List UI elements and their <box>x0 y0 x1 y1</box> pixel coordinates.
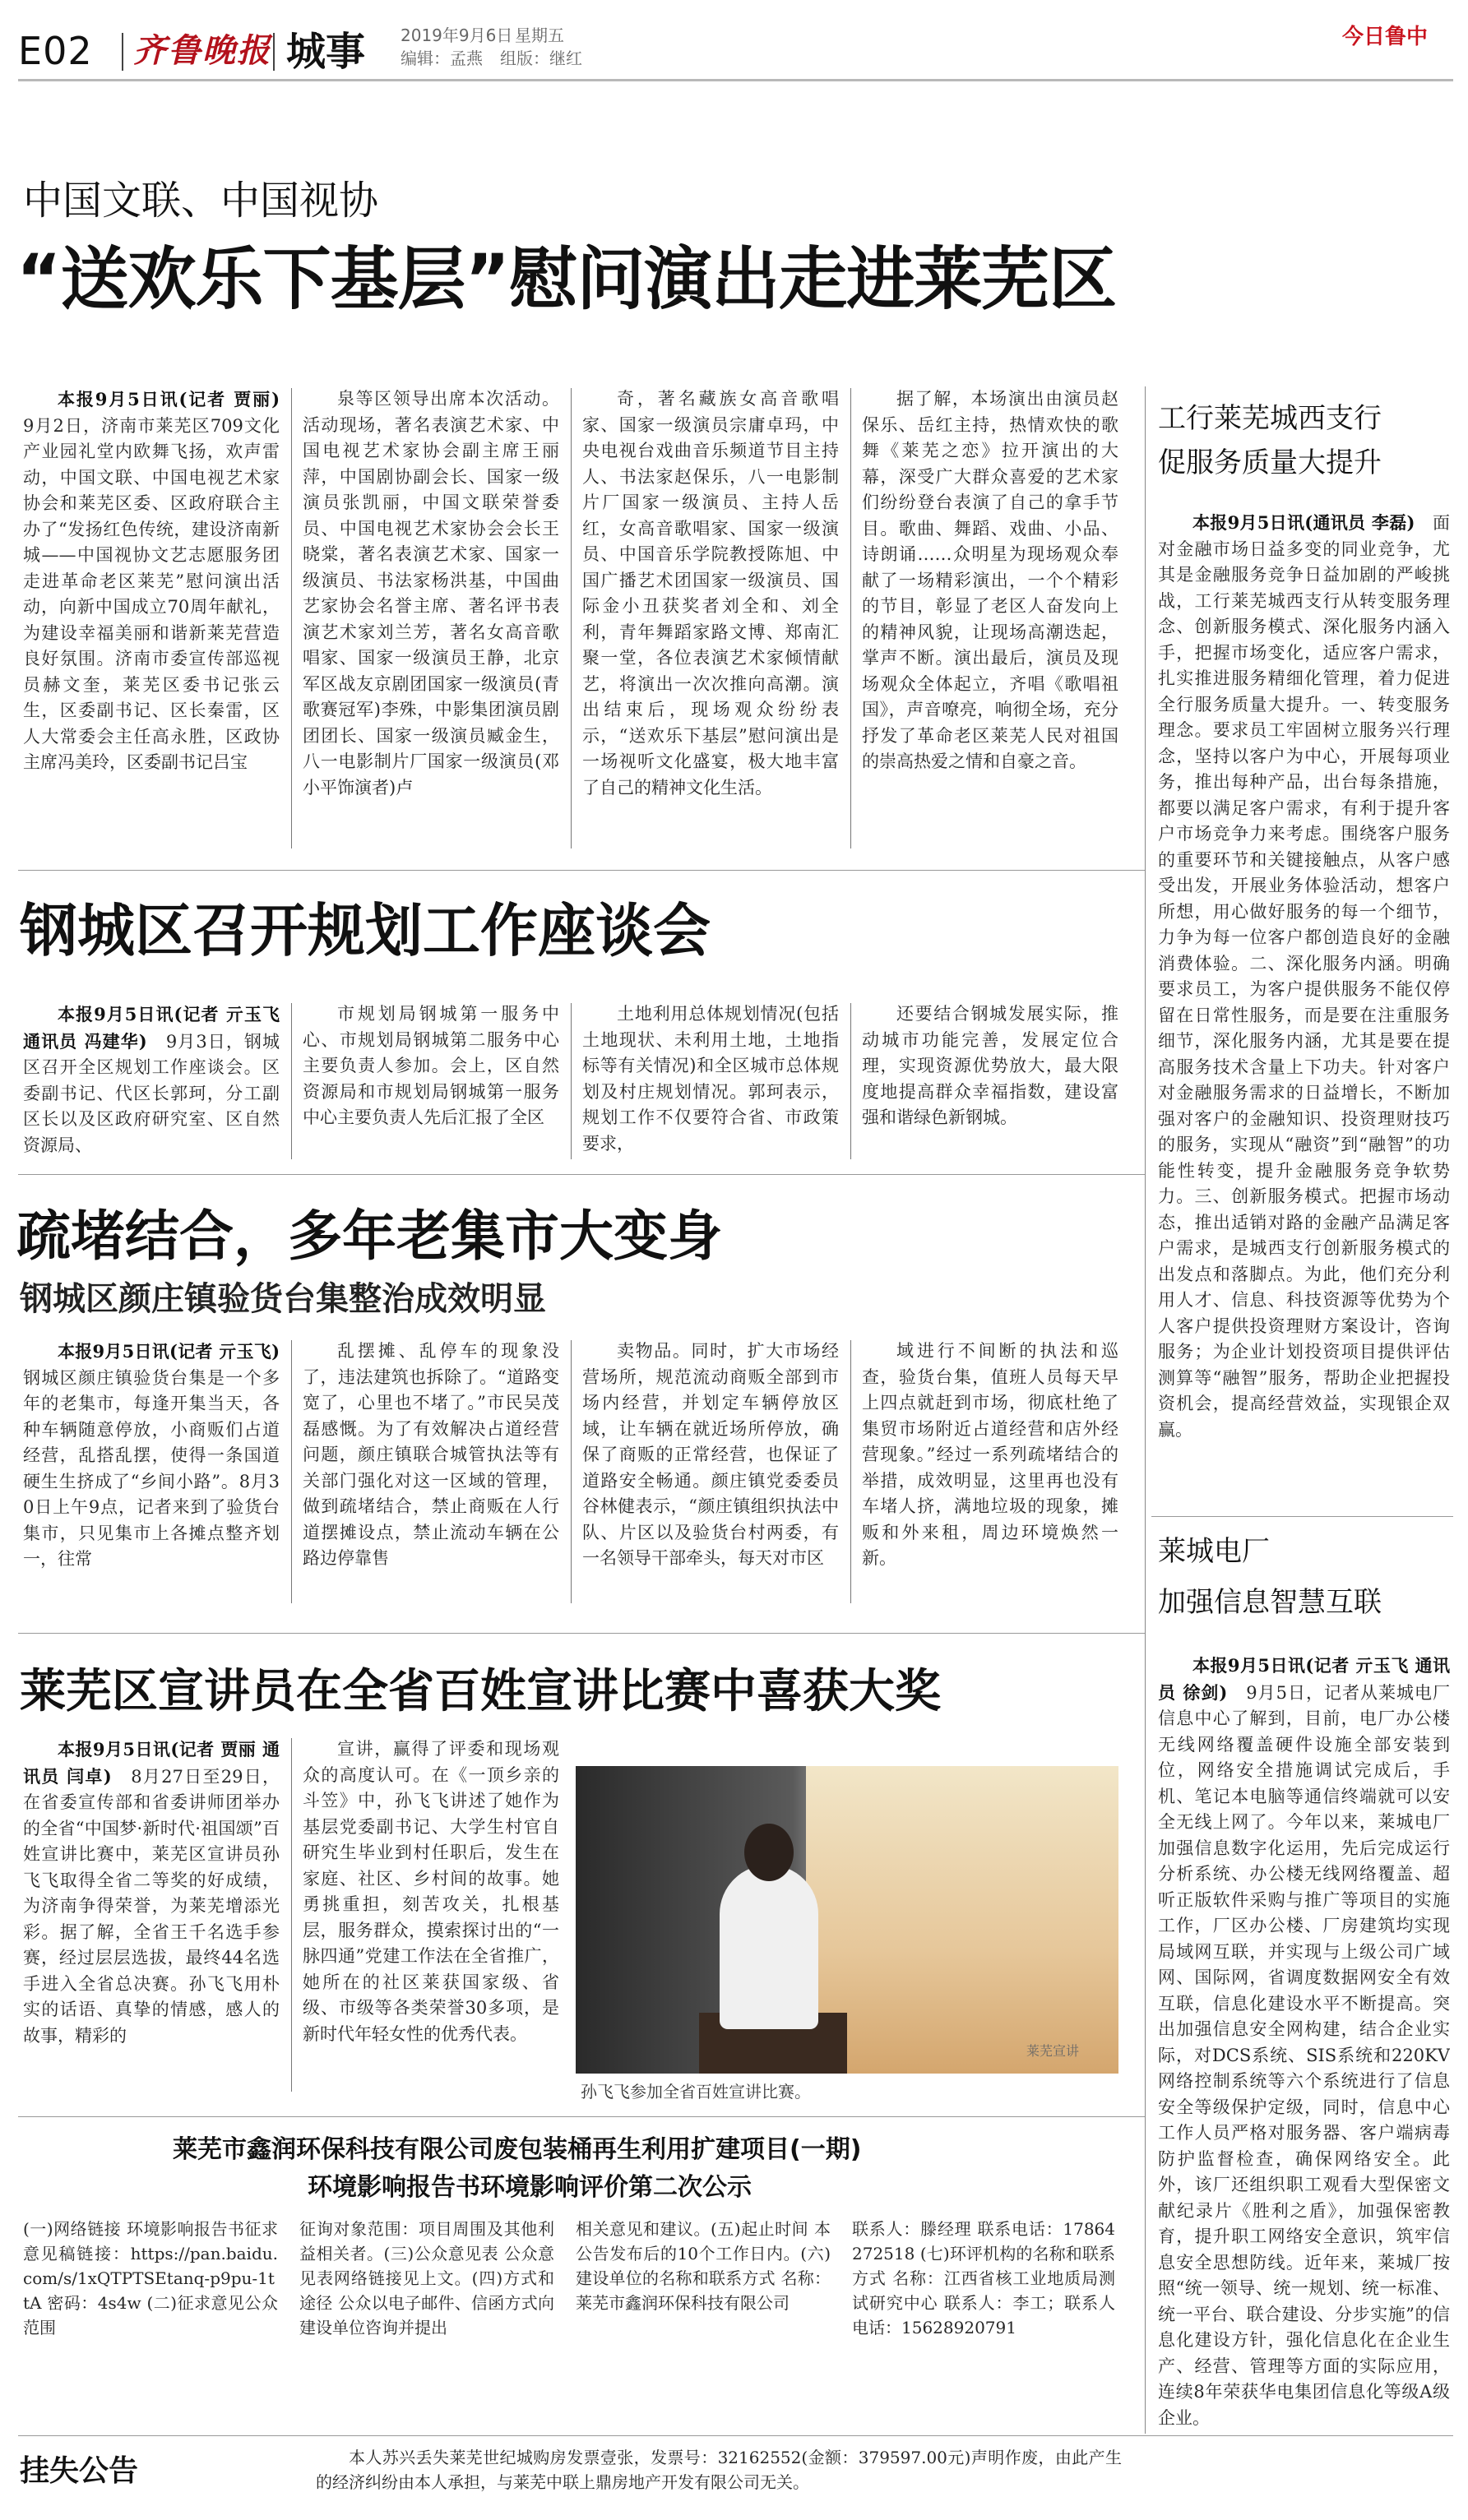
notice-col-4 <box>852 2217 1115 2424</box>
gangcheng-text-4: 还要结合钢城发展实际，推动城市功能完善，发展定位合理，实现资源优势放大，最大限度地提高群众幸福指数，建设富强和谐绿色新钢城。 <box>862 1004 1118 1127</box>
gangcheng-text-3: 土地利用总体规划情况(包括土地现状、未利用土地，土地指标等有关情况)和全区城市总体规划及村庄规划情况。郭珂表示，规划工作不仅要符合省、市政策要求， <box>582 1004 839 1154</box>
speaker-head <box>744 1824 794 1881</box>
page-code: E02 <box>18 29 93 73</box>
masthead-divider <box>122 33 123 71</box>
side2-text: 9月5日，记者从莱城电厂信息中心了解到，目前，电厂办公楼无线网络覆盖硬件设施全部安装到位，网络安全措施调试完成后，手机、笔记本电脑等通信终端就可以安全无线上网了。今年以来，莱城电厂加强信息数字化运用，先后完成运行分析系统、办公楼无线网络覆盖、超听正版软件采购与推广等项目的实施工作，厂区办公楼、厂房建筑均实现局域网互联，并实现与上级公司广域网、国际网，省调度数据网安全有效互联，信息化建设水平不断提高。突出加强信息安全网构建，结合企业实际，对DCS系统、SIS系统和220KV网络控制系统等六个系统进行了信息安全等级保护定级，同时，信息中心工作人员严格对服务器、客户端病毒防护监督检查，确保网络安全。此外，该厂还组织职工观看大型保密文献纪录片《胜利之盾》，加强保密教育，提升职工网络安全意识，筑牢信息安全思想防线。近年来，莱城厂按照“统一领导、统一规划、统一标准、统一平台、联合建设、分步实施”的信息化建设方针，强化信息化在企业生产、经营、管理等方面的实际应用，连续8年荣获华电集团信息化等级A级企业。 <box>1158 1682 1450 2428</box>
col-rule <box>850 388 851 848</box>
gangcheng-headline: 钢城区召开规划工作座谈会 <box>20 897 711 964</box>
paper-logo: 齐鲁晚报 <box>133 31 271 70</box>
sidebar-rule <box>1145 386 1146 2434</box>
gangcheng-col-3 <box>582 1001 839 1166</box>
side1-body <box>1158 510 1450 1513</box>
speech-headline: 莱芜区宣讲员在全省百姓宣讲比赛中喜获大奖 <box>20 1665 941 1718</box>
side1-headline-2: 促服务质量大提升 <box>1158 446 1382 479</box>
market-subhead: 钢城区颜庄镇验货台集整治成效明显 <box>20 1280 546 1318</box>
side-rule <box>1151 1516 1453 1517</box>
photo-watermark: 莱芜宣讲 <box>1026 2043 1080 2059</box>
side1-byline: 本报9月5日讯(通讯员 李磊) <box>1192 512 1415 533</box>
gangcheng-col-1 <box>23 1001 280 1166</box>
speech-text-1: 8月27日至29日，在省委宣传部和省委讲师团举办的全省“中国梦·新时代·祖国颂”百姓宣讲比赛中，莱芜区宣讲员孙飞飞取得全省二等奖的好成绩，为济南争得荣誉，为莱芜增添光彩。据了解，全省王千名选手参赛，经过层层选拔，最终44名选手进入全省总决赛。孙飞飞用朴实的话语、真挚的情感，感人的故事，精彩的 <box>23 1766 280 2046</box>
speaker-photo <box>576 1766 1118 2074</box>
col-rule <box>850 1340 851 1603</box>
notice-title-2: 环境影响报告书环境影响评价第二次公示 <box>308 2173 752 2202</box>
notice-rule <box>18 2116 1145 2117</box>
side2-headline-2: 加强信息智慧互联 <box>1158 1586 1382 1619</box>
photo-caption: 孙飞飞参加全省百姓宣讲比赛。 <box>581 2082 811 2102</box>
speech-byline: 本报9月5日讯(记者 贾丽 通讯员 闫卓) <box>23 1739 280 1787</box>
speech-text-2: 宣讲，赢得了评委和现场观众的高度认可。在《一顶乡亲的斗笠》中，孙飞飞讲述了她作为基层党委副书记、大学生村官自研究生毕业到村任职后，发生在家庭、社区、乡村间的故事。她勇挑重担，刻苦攻关，扎根基层，服务群众，摸索探讨出的“一脉四通”党建工作法在全省推广，她所在的社区莱获国家级、省级、市级等各类荣誉30多项，是新时代年轻女性的优秀代表。 <box>303 1739 559 2044</box>
lead-text-1: 9月2日，济南市莱芜区709文化产业园礼堂内欧舞飞扬，欢声雷动，中国文联、中国电视艺术家协会和莱芜区委、区政府联合主办了“发扬红色传统，建设济南新城——中国视协文艺志愿服务团走进革命老区莱芜”慰问演出活动，向新中国成立70周年献礼，为建设幸福美丽和谐新莱芜营造良好氛围。济南市委宣传部巡视员赫文奎，莱芜区委书记张云生，区委副书记、区长秦雷，区人大常委会主任高永胜，区政协主席冯美玲，区委副书记吕宝 <box>23 415 280 772</box>
market-col-2 <box>303 1339 559 1611</box>
lead-byline: 本报9月5日讯(记者 贾丽) <box>58 389 280 409</box>
market-text-2: 乱摆摊、乱停车的现象没了，违法建筑也拆除了。“道路变宽了，心里也不堵了。”市民吴茂磊感慨。为了有效解决占道经营问题，颜庄镇联合城管执法等有关部门强化对这一区域的管理，做到疏堵结合，禁止商贩在人行道摆摊设点，禁止流动车辆在公路边停靠售 <box>303 1341 559 1568</box>
col-rule <box>291 1340 292 1603</box>
lead-headline: “送欢乐下基层”慰问演出走进莱芜区 <box>16 239 1117 319</box>
lost-rule <box>18 2435 1453 2436</box>
market-text-4: 域进行不间断的执法和巡查，验货台集，值班人员每天早上四点就赶到市场，彻底杜绝了集贸市场附近占道经营和店外经营现象。”经过一系列疏堵结合的举措，成效明显，这里再也没有车堵人挤，满地垃圾的现象，摊贩和外来租，周边环境焕然一新。 <box>862 1341 1118 1568</box>
section-rule <box>18 1174 1145 1175</box>
notice-text-4: 联系人：滕经理 联系电话：17864272518 (七)环评机构的名称和联系方式 名称：江西省核工业地质局测试研究中心 联系人：李工；联系人电话：15628920791 <box>852 2219 1115 2337</box>
section-rule <box>18 1633 1145 1634</box>
gangcheng-text-1: 9月3日，钢城区召开全区规划工作座谈会。区委副书记、代区长郭珂，分工副区长以及区政府研究室、区自然资源局、 <box>23 1031 280 1155</box>
speaker-figure <box>720 1865 818 2029</box>
col-rule <box>850 1003 851 1159</box>
col-rule <box>291 1738 292 2092</box>
lead-kicker: 中国文联、中国视协 <box>23 178 379 224</box>
layout-credit: 组版：继红 <box>500 49 582 68</box>
lead-col-4 <box>862 386 1118 847</box>
market-text-3: 卖物品。同时，扩大市场经营场所，规范流动商贩全部到市场内经营，并划定车辆停放区域，让车辆在就近场所停放，确保了商贩的正常经营，也保证了道路安全畅通。颜庄镇党委委员谷林健表示，“颜庄镇组织执法中队、片区以及验货台村两委，有一名领导干部牵头，每天对市区 <box>582 1341 839 1568</box>
col-rule <box>291 1003 292 1159</box>
col-rule <box>571 1340 572 1603</box>
notice-col-1 <box>23 2217 278 2424</box>
masthead-divider-2 <box>273 33 275 71</box>
col-rule <box>571 388 572 848</box>
market-col-3 <box>582 1339 839 1611</box>
issue-weekday: 星期五 <box>515 25 564 45</box>
market-byline: 本报9月5日讯(记者 亓玉飞) <box>58 1341 280 1362</box>
gangcheng-byline: 本报9月5日讯(记者 亓玉飞 通讯员 冯建华) <box>23 1004 280 1052</box>
market-headline: 疏堵结合，多年老集市大变身 <box>16 1205 722 1268</box>
lead-text-2: 泉等区领导出席本次活动。活动现场，著名表演艺术家、中国电视艺术家协会副主席王丽萍，中国剧协副会长、国家一级演员张凯丽，中国文联荣誉委员、中国电视艺术家协会会长王晓棠，著名表演艺术家、国家一级演员、书法家杨洪基，中国曲艺家协会名誉主席、著名评书表演艺术家刘兰芳，著名女高音歌唱家、国家一级演员王静，北京军区战友京剧团国家一级演员(青歌赛冠军)李殊，中影集团演员剧团团长、国家一级演员臧金生，八一电影制片厂国家一级演员(邓小平饰演者)卢 <box>303 389 559 798</box>
side2-headline-1: 莱城电厂 <box>1158 1535 1270 1568</box>
speech-col-2 <box>303 1736 559 2097</box>
issue-date: 2019年9月6日 <box>401 25 513 45</box>
notice-col-3 <box>576 2217 831 2424</box>
lead-text-3: 奇，著名藏族女高音歌唱家、国家一级演员宗庸卓玛，中央电视台戏曲音乐频道节目主持人、书法家赵保乐，八一电影制片厂国家一级演员、主持人岳红，女高音歌唱家、国家一级演员、中国音乐学院教授陈旭、中国广播艺术团国家一级演员、国际金小丑获奖者刘全和、刘全利，青年舞蹈家路文博、郑南汇聚一堂，各位表演艺术家倾情献艺，将演出一次次推向高潮。演出结束后，现场观众纷纷表示，“送欢乐下基层”慰问演出是一场视听文化盛宴，极大地丰富了自己的精神文化生活。 <box>582 389 839 798</box>
lost-headline: 挂失公告 <box>20 2454 139 2488</box>
notice-title-1: 莱芜市鑫润环保科技有限公司废包装桶再生利用扩建项目(一期) <box>173 2135 862 2164</box>
side2-byline: 本报9月5日讯(记者 亓玉飞 通讯员 徐剑) <box>1158 1655 1450 1703</box>
lead-text-4: 据了解，本场演出由演员赵保乐、岳红主持，热情欢快的歌舞《莱芜之恋》拉开演出的大幕，深受广大群众喜爱的艺术家们纷纷登台表演了自己的拿手节目。歌曲、舞蹈、戏曲、小品、诗朗诵……众明星为现场观众奉献了一场精彩演出，一个个精彩的节目，彰显了老区人奋发向上的精神风貌，让现场高潮迭起，掌声不断。演出最后，演员及现场观众全体起立，齐唱《歌唱祖国》，声音嘹亮，响彻全场，充分抒发了革命老区莱芜人民对祖国的崇高热爱之情和自豪之音。 <box>862 389 1118 771</box>
side2-body <box>1158 1653 1450 2430</box>
lead-col-1 <box>23 386 280 847</box>
market-col-1 <box>23 1339 280 1611</box>
lead-col-3 <box>582 386 839 847</box>
side1-headline-1: 工行莱芜城西支行 <box>1158 402 1382 435</box>
lost-text: 本人苏兴丢失莱芜世纪城购房发票壹张，发票号：32162552(金额：379597.00元)声明作废，由此产生的经济纠纷由本人承担，与莱芜中联上鼎房地产开发有限公司无关。 <box>316 2448 1122 2492</box>
notice-text-1: (一)网络链接 环境影响报告书征求意见稿链接：https://pan.baidu.com/s/1xQTPTSEtanq-p9pu-1ttA 密码：4s4w (二)征求意见公众范围 <box>23 2219 278 2337</box>
notice-text-3: 相关意见和建议。(五)起止时间 本公告发布后的10个工作日内。(六)建设单位的名称和联系方式 名称：莱芜市鑫润环保科技有限公司 <box>576 2219 831 2313</box>
section-rule <box>18 870 1145 871</box>
notice-col-2 <box>299 2217 554 2424</box>
side1-text: 面对金融市场日益多变的同业竞争，尤其是金融服务竞争日益加剧的严峻挑战，工行莱芜城西支行从转变服务理念、创新服务模式、深化服务内涵入手，把握市场变化，适应客户需求，扎实推进服务精细化管理，着力促进全行服务质量大提升。一、转变服务理念。要求员工牢固树立服务兴行理念，坚持以客户为中心，开展每项业务，推出每种产品，出台每条措施，都要以满足客户需求，有利于提升客户市场竞争力来考虑。围绕客户服务的重要环节和关键接触点，从客户感受出发，开展业务体验活动，想客户所想，用心做好服务的每一个细节，力争为每一位客户都创造良好的金融消费体验。二、深化服务内涵。明确要求员工，为客户提供服务不能仅停留在日常性服务，而是要在注重服务细节，深化服务内涵，尤其是要在提高服务技术含量上下功夫。针对客户对金融服务需求的日益增长，不断加强对客户的金融知识、投资理财技巧的服务，实现从“融资”到“融智”的功能性转变，提升金融服务竞争软势力。三、创新服务模式。把握市场动态，推出适销对路的金融产品满足客户需求，是城西支行创新服务模式的出发点和落脚点。为此，他们充分利用人才、信息、科技资源等优势为个人客户提供投资理财方案设计，咨询服务；为企业计划投资项目提供评估测算等“融智”服务，帮助企业把握投资机会，提高经营效益，实现银企双赢。 <box>1158 513 1450 1440</box>
gangcheng-text-2: 市规划局钢城第一服务中心、市规划局钢城第二服务中心主要负责人参加。会上，区自然资源局和市规划局钢城第一服务中心主要负责人先后汇报了全区 <box>303 1004 559 1127</box>
editor-credit: 编辑：孟燕 <box>401 49 483 68</box>
gangcheng-col-4 <box>862 1001 1118 1166</box>
section-title: 城事 <box>286 29 366 75</box>
edition-label: 今日鲁中 <box>1342 25 1429 49</box>
lead-col-2 <box>303 386 559 847</box>
market-col-4 <box>862 1339 1118 1611</box>
gangcheng-col-2 <box>303 1001 559 1166</box>
col-rule <box>291 388 292 848</box>
stage-background <box>806 1766 1118 2074</box>
masthead-rule <box>18 79 1453 81</box>
market-text-1: 钢城区颜庄镇验货台集是一个多年的老集市，每逢开集当天，各种车辆随意停放，小商贩们占道经营，乱搭乱摆，使得一条国道硬生生挤成了“乡间小路”。8月30日上午9点，记者来到了验货台集市，只见集市上各摊点整齐划一，往常 <box>23 1367 280 1569</box>
col-rule <box>571 1003 572 1159</box>
notice-text-2: 征询对象范围：项目周围及其他利益相关者。(三)公众意见表 公众意见表网络链接见上文。(四)方式和途径 公众以电子邮件、信函方式向建设单位咨询并提出 <box>299 2219 554 2337</box>
speech-col-1 <box>23 1736 280 2097</box>
